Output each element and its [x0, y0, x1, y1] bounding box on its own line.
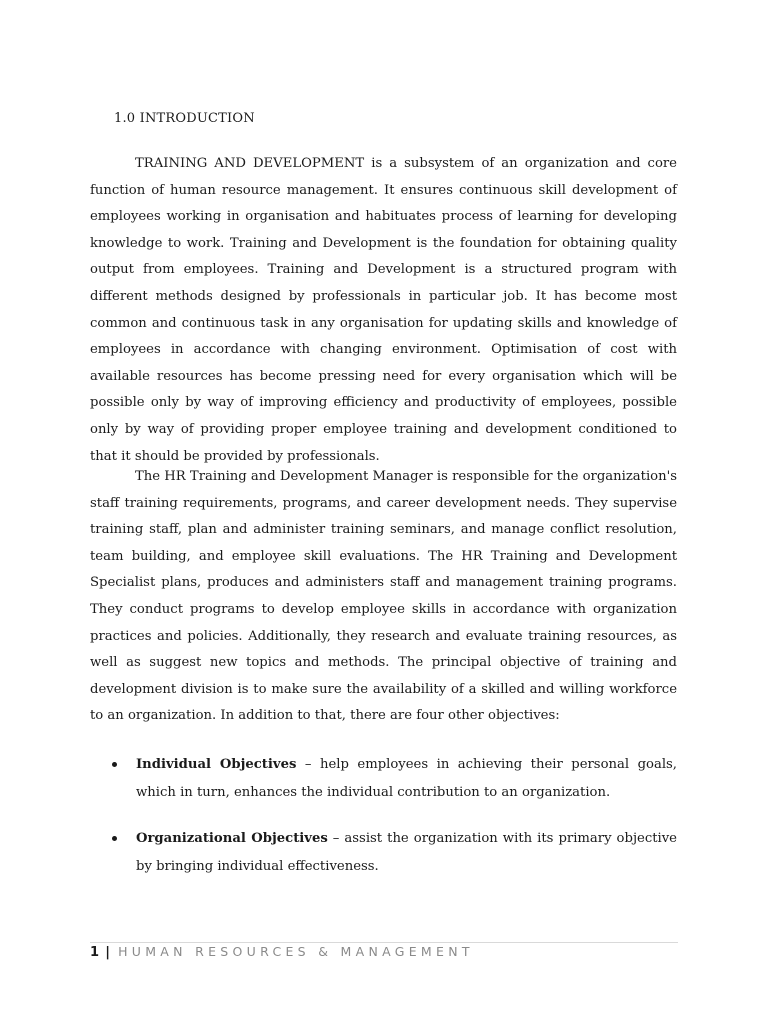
bullet-term: Organizational Objectives [136, 831, 328, 846]
section-heading: 1.0 INTRODUCTION [114, 111, 255, 126]
bullet-text [136, 825, 677, 881]
page-number: 1 [90, 945, 100, 960]
paragraph-hr-manager: The HR Training and Development Manager is responsible for the organization's staff training requirements, programs, and career development needs. They supervise training staff, plan and administer training seminars, and manage conflict resolution, team building, and employee skill evaluations. The HR Training and Development Specialist plans, produces and administers staff and management training programs. They conduct programs to develop employee skills in accordance with organization practices and policies. Additionally, they research and evaluate training resources, as well as suggest new topics and methods. The principal objective of training and development division is to make sure the availability of a skilled and willing workforce to an organization. In addition to that, there are four other objectives: [90, 469, 677, 724]
bullet-term: Individual Objectives [136, 757, 297, 772]
bullet-text [136, 751, 677, 807]
page-footer [90, 943, 474, 962]
footer-title: HUMAN RESOURCES & MANAGEMENT [118, 944, 474, 959]
bullet-icon [112, 836, 117, 841]
bullet-description: – help employees in achieving their personal goals, which in turn, enhances the individual contribution to an organization. [136, 757, 677, 800]
bullet-description: – assist the organization with its primary objective by bringing individual effectiveness. [136, 831, 677, 874]
bullet-icon [112, 762, 117, 767]
paragraph-training-and-development: TRAINING AND DEVELOPMENT is a subsystem of an organization and core function of human resource management. It ensures continuous skill development of employees working in organisation and habituates process of learning for developing knowledge to work. Training and Development is the foundation for obtaining quality output from employees. Training and Development is a structured program with different methods designed by professionals in particular job. It has become most common and continuous task in any organisation for updating skills and knowledge of employees in accordance with changing environment. Optimisation of cost with available resources has become pressing need for every organisation which will be possible only by way of improving efficiency and productivity of employees, possible only by way of providing proper employee training and development conditioned to that it should be provided by professionals. [90, 156, 677, 464]
footer-separator: | [105, 945, 110, 960]
